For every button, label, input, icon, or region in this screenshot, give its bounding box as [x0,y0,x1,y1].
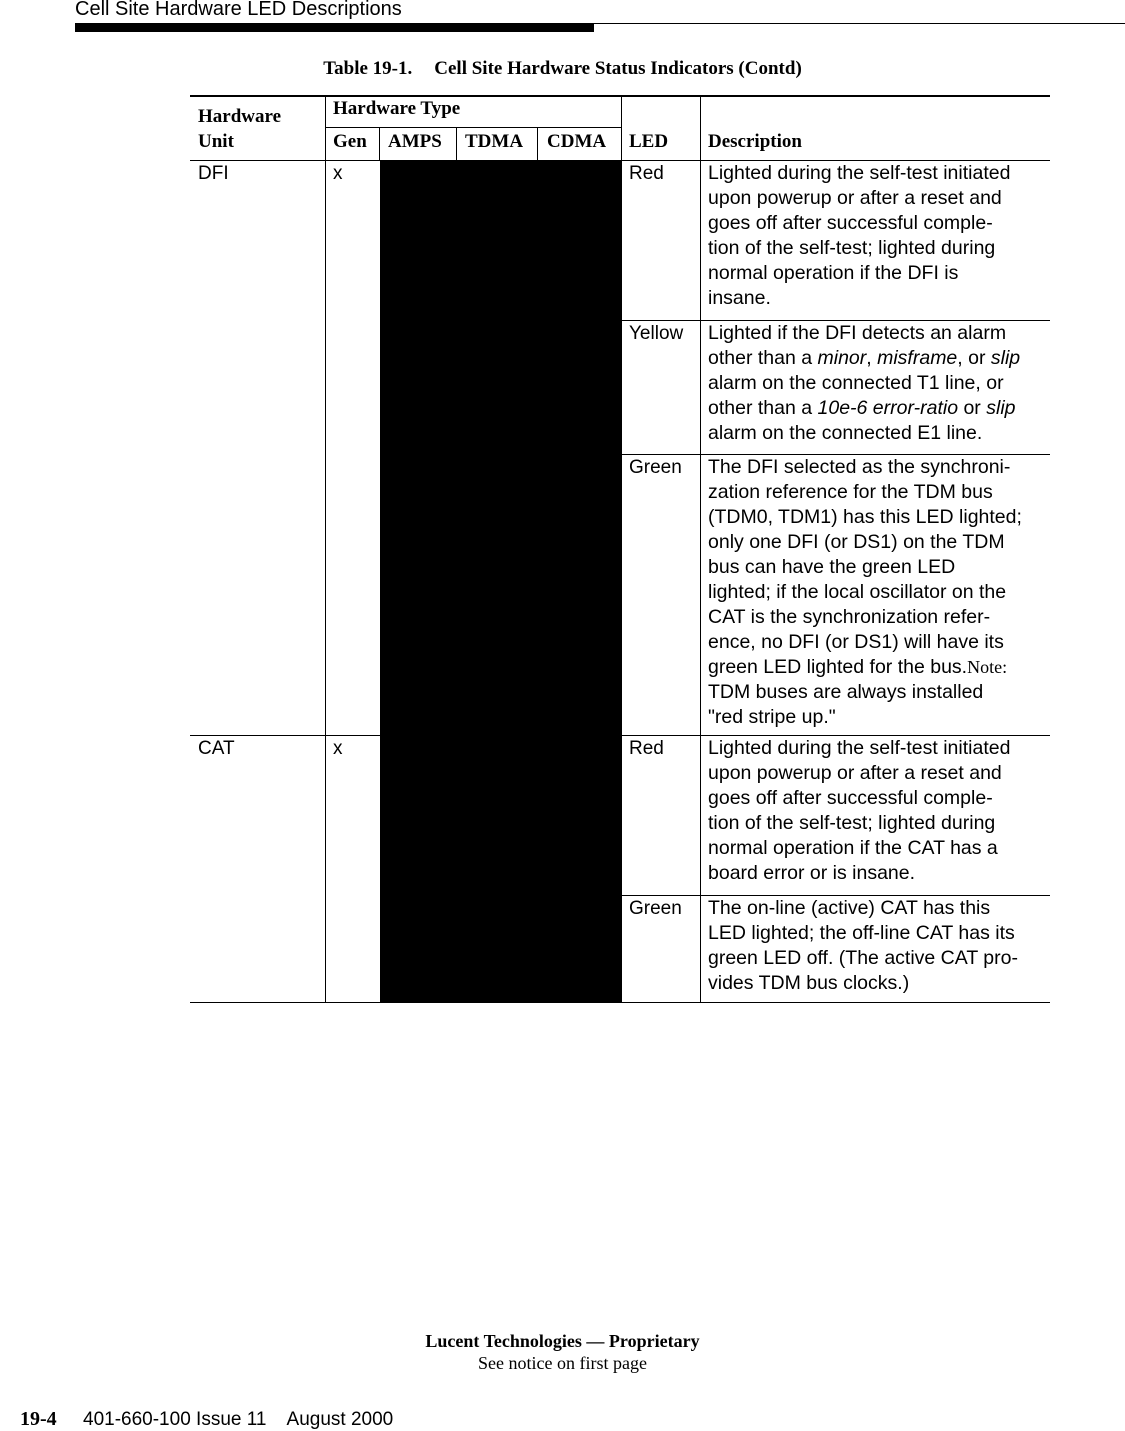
column-rule [700,96,701,1003]
unit-cat: CAT [198,738,235,759]
led-cat-red: Red [629,738,664,759]
footer-company: Lucent Technologies — Proprietary [425,1331,700,1351]
column-rule [379,128,380,161]
table-number: Table 19-1. [323,58,413,79]
header-hardware-type: Hardware Type [333,98,461,119]
column-rule [537,128,538,161]
header-bar [75,24,594,32]
column-rule [456,128,457,161]
table-caption: Cell Site Hardware Status Indicators (Contd) [434,58,802,79]
header-cdma: CDMA [547,131,607,152]
led-dfi-red: Red [629,163,664,184]
description-cat-red: Lighted during the self-test initiated upon powerup or after a reset and goes off after successful comple- tion of the self-test; lighted during normal operation if the CAT has a board error or is insane. [708,737,1011,884]
header-gen: Gen [333,131,367,152]
gen-cat: x [333,738,343,759]
header-amps: AMPS [388,131,442,152]
gen-dfi: x [333,163,343,184]
column-rule [621,96,622,1003]
header-description: Description [708,131,802,152]
table-top-rule [190,95,1050,97]
led-cat-green: Green [629,898,682,919]
table-title [0,58,1125,80]
document-id: 401-660-100 Issue 11 August 2000 [83,1409,394,1430]
unit-dfi: DFI [198,163,229,184]
page-number: 19-4 [20,1408,57,1430]
description-dfi-green: The DFI selected as the synchroni- zation reference for the TDM bus (TDM0, TDM1) has this LED lighted; only one DFI (or DS1) on the TDM bus can have the green LED lighted; if the local oscillator on the CAT is the synchronization refer- ence, no DFI (or DS1) will have its green LED lighted for the bus.Note: TDM buses are always installed "red stripe up." [708,456,1022,728]
description-cat-green: The on-line (active) CAT has this LED lighted; the off-line CAT has its green LED off. (The active CAT pro- vides TDM bus clocks.) [708,897,1018,994]
column-rule [325,96,326,1003]
redacted-columns [380,161,621,1003]
running-header: Cell Site Hardware LED Descriptions [75,0,402,20]
hardware-type-rule [325,127,621,128]
led-dfi-green: Green [629,457,682,478]
description-dfi-red: Lighted during the self-test initiated upon powerup or after a reset and goes off after successful comple- tion of the self-test; lighted during normal operation if the DFI is insane. [708,162,1011,309]
note-label: Note: [967,657,1008,677]
header-hardware-unit: Hardware Unit [198,106,282,152]
header-led: LED [629,131,669,152]
footer-notice: See notice on first page [478,1353,647,1373]
header-tdma: TDMA [465,131,524,152]
led-dfi-yellow: Yellow [629,323,684,344]
description-dfi-yellow: Lighted if the DFI detects an alarm other than a minor, misframe, or slip alarm on the connected T1 line, or other than a 10e-6 error-ratio or slip alarm on the connected E1 line. [708,322,1021,444]
